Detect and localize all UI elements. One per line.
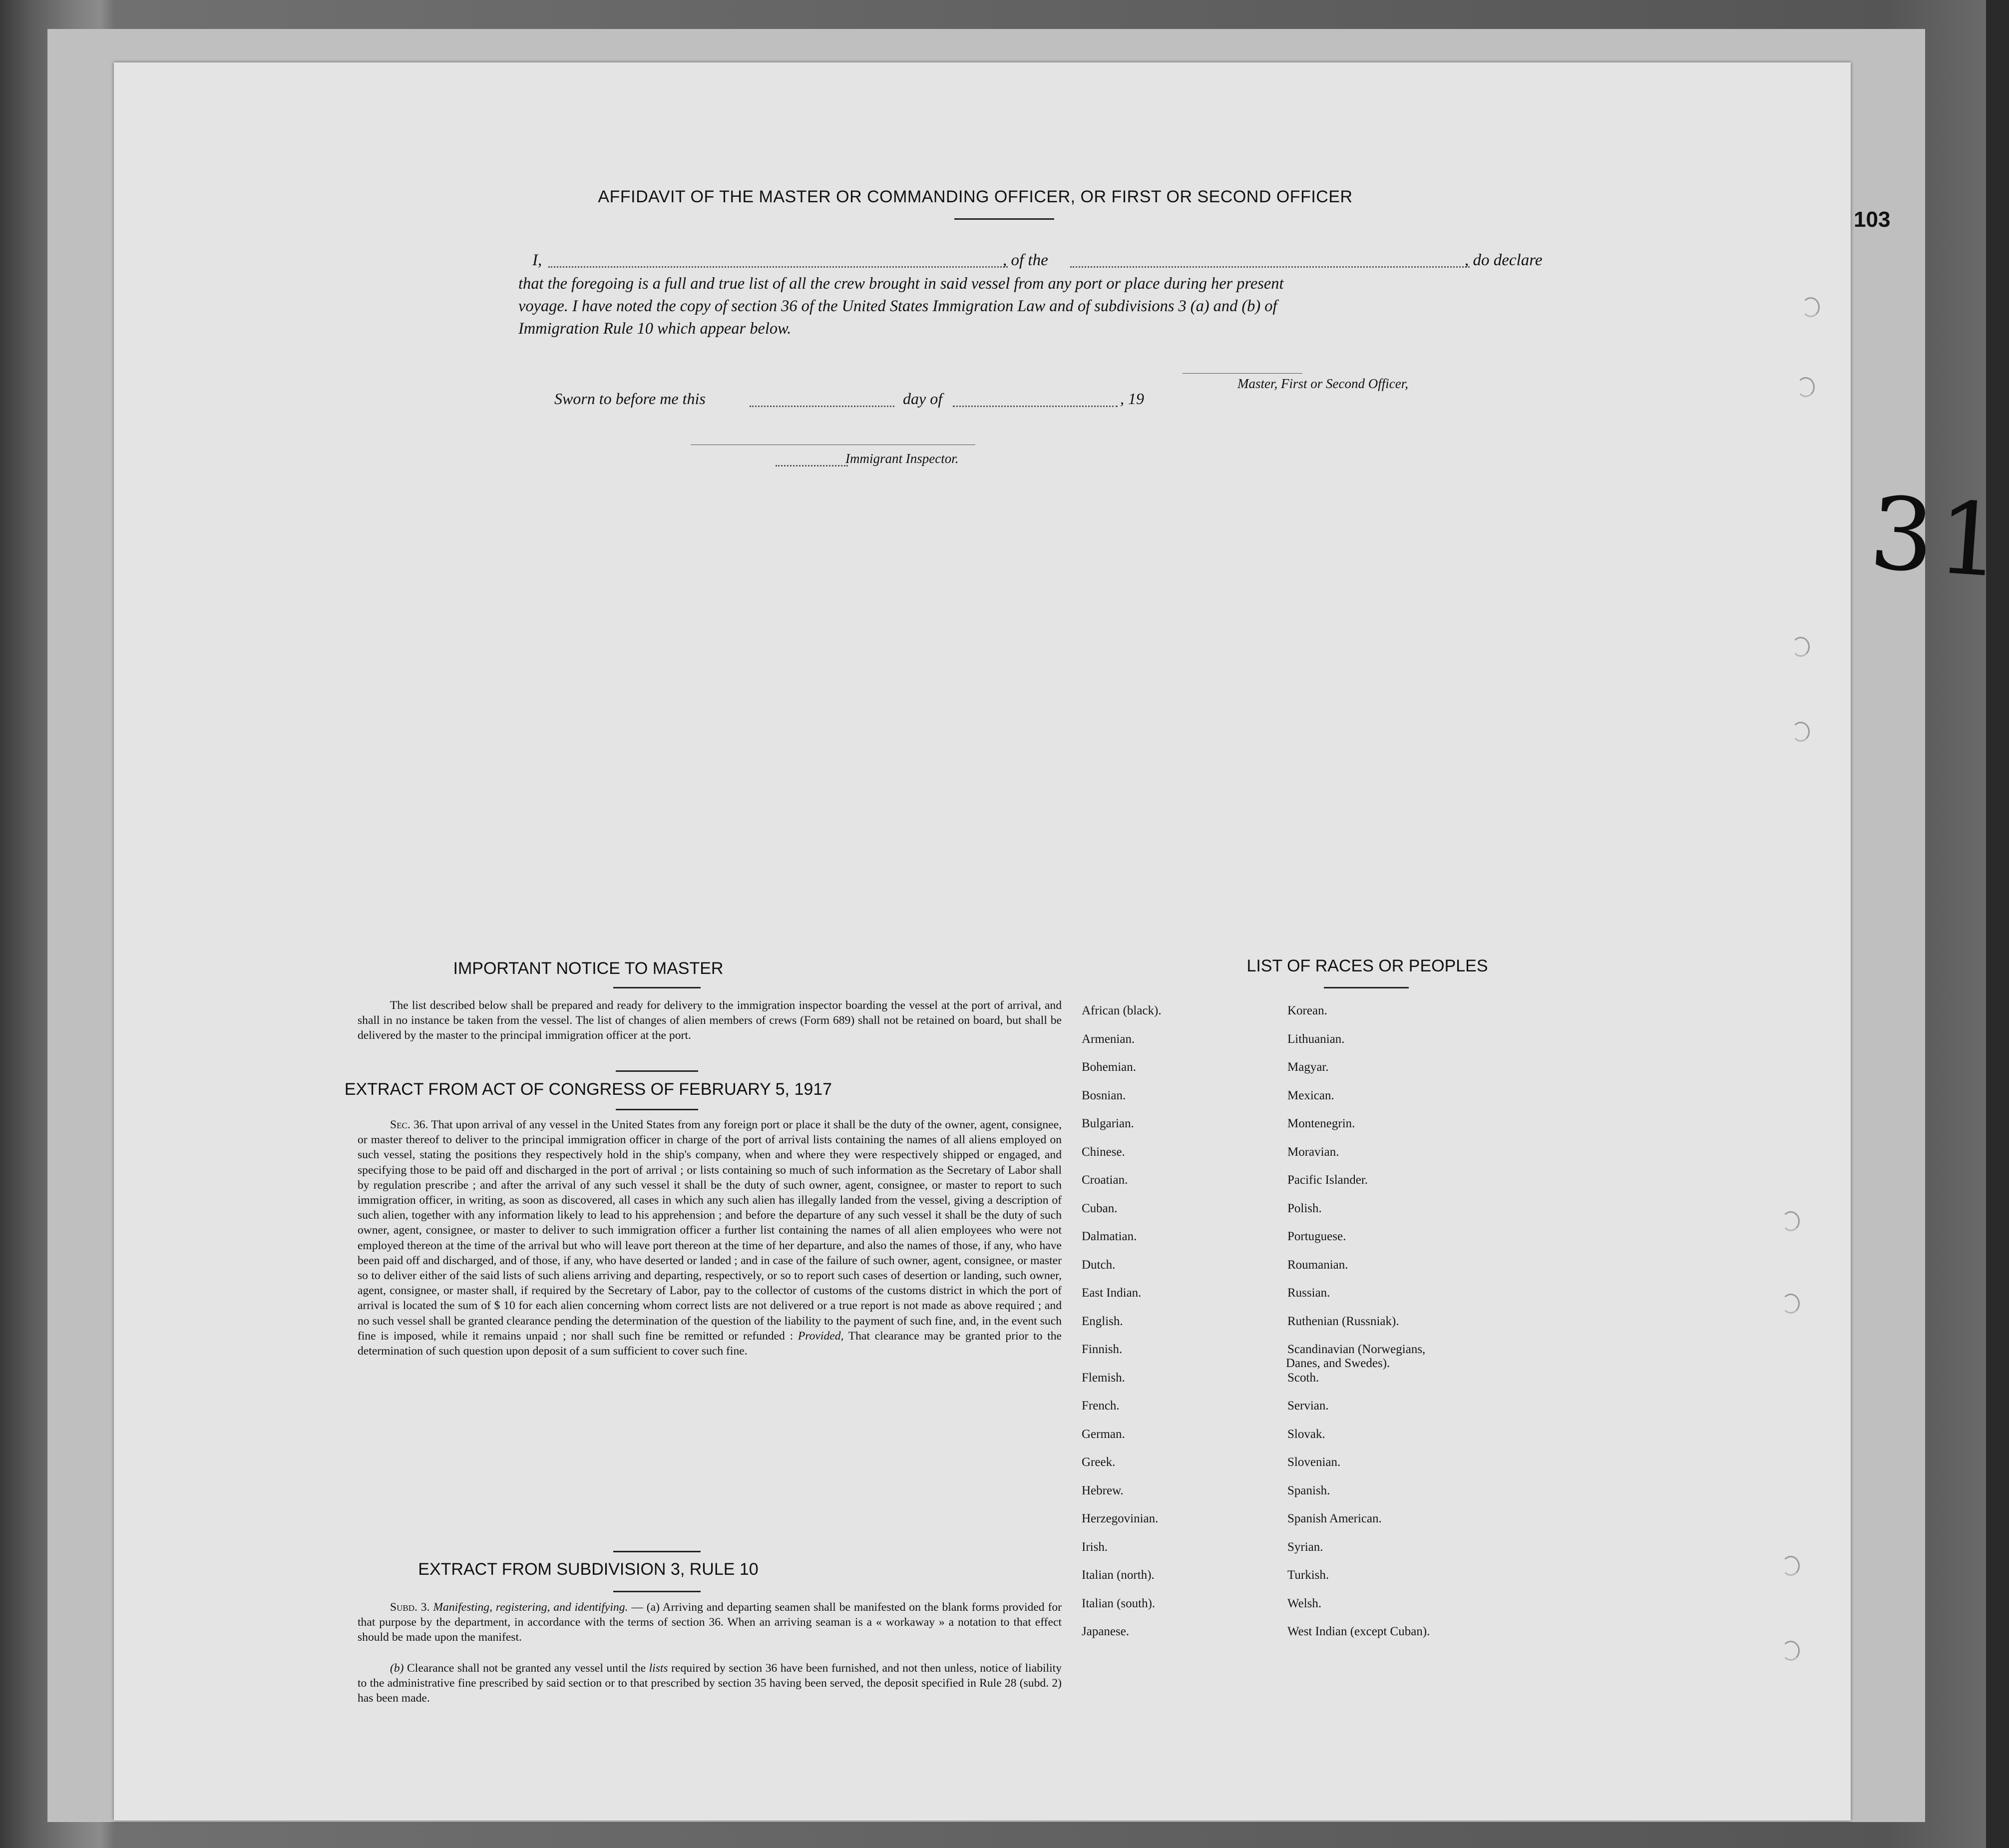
race-item: English. [1082,1314,1123,1328]
race-item: Bohemian. [1082,1060,1137,1074]
affidavit-i: I, [532,251,542,269]
race-item: Syrian. [1287,1540,1323,1554]
punch-hole [1782,1556,1800,1576]
race-item: Irish. [1082,1540,1108,1554]
vessel-blank [1070,266,1470,268]
race-item: French. [1082,1399,1120,1412]
race-item: Flemish. [1082,1371,1125,1385]
notice-text: The list described below shall be prepared and ready for delivery to the immigration inspector boarding the vessel at the port of arrival, and shall in no instance be taken from the vessel. The list of changes of alien members of crews (Form 689) shall not be retained on board, but shall be delivered by the master to the principal immigration officer at the port. [358,999,1062,1042]
punch-hole [1782,1294,1800,1314]
race-item: Mexican. [1287,1088,1334,1102]
punch-hole [1802,297,1820,317]
inspector-dots [776,465,848,466]
race-item: Cuban. [1082,1201,1118,1215]
race-item: Spanish. [1287,1483,1330,1497]
race-item: Bosnian. [1082,1088,1126,1102]
race-item: Italian (north). [1082,1568,1155,1582]
day-of-label: day of [903,390,943,408]
affidavit-declare: , do declare [1465,251,1543,269]
sworn-month-blank [953,406,1118,407]
race-item: Moravian. [1287,1145,1339,1159]
affidavit-of-the: , of the [1003,251,1048,269]
punch-hole [1797,377,1815,397]
page-number: 103 [1854,207,1891,232]
rule-para-b-lists: lists [649,1662,668,1675]
rule-subd-label: Subd. 3. [390,1601,430,1614]
rule-para-b-label: (b) [390,1662,404,1675]
race-item: Herzegovinian. [1082,1512,1159,1525]
race-item: Danes, and Swedes). [1286,1357,1390,1370]
notice-rule [613,987,701,988]
race-item: Servian. [1287,1399,1329,1412]
sworn-label: Sworn to before me this [554,390,706,408]
affidavit-line2: that the foregoing is a full and true list of all the crew brought in said vessel from any port or place during her present [518,275,1284,293]
race-item: Croatian. [1082,1173,1128,1187]
act-sec-label: Sec. 36. [390,1118,428,1131]
race-item: Scoth. [1287,1371,1319,1385]
rule-para-b-text2: required by section 36 have been furnished, and not then unless, notice of liability to the administrative fine prescribed by said section or to that prescribed by section 35 having been served, the deposit specified in Rule 28 (subd. 2) has been made. [358,1662,1062,1705]
act-title: EXTRACT FROM ACT OF CONGRESS OF FEBRUARY 5, 1917 [344,1080,832,1099]
race-item: Slovak. [1287,1427,1325,1441]
rule-para-b-text1: Clearance shall not be granted any vessel until the [407,1662,646,1675]
punch-hole [1782,1211,1800,1231]
race-item: Dalmatian. [1082,1230,1137,1243]
race-item: Bulgarian. [1082,1117,1134,1130]
name-blank [548,266,1008,268]
handwritten-number: 31 [1866,474,2009,601]
race-item: Hebrew. [1082,1483,1124,1497]
affidavit-line4: Immigration Rule 10 which appear below. [518,320,792,338]
race-item: Slovenian. [1287,1455,1341,1469]
act-rule [616,1070,698,1072]
rule-title: EXTRACT FROM SUBDIVISION 3, RULE 10 [418,1560,759,1579]
race-item: Polish. [1287,1201,1322,1215]
punch-hole [1792,637,1810,657]
signature-line [1183,373,1302,374]
race-item: Roumanian. [1287,1258,1348,1272]
race-item: Russian. [1287,1286,1330,1300]
race-item: West Indian (except Cuban). [1287,1625,1430,1638]
rule-title-rule-top [613,1551,701,1552]
year-label: , 19 [1120,390,1144,408]
punch-hole [1792,722,1810,742]
rule-para-b [358,1661,1062,1706]
race-item: Korean. [1287,1004,1327,1017]
punch-hole [1782,1641,1800,1661]
affidavit-title: AFFIDAVIT OF THE MASTER OR COMMANDING OFFICER, OR FIRST OR SECOND OFFICER [598,187,1353,206]
race-item: Italian (south). [1082,1596,1156,1610]
race-item: Greek. [1082,1455,1116,1469]
rule-subd-italic: Manifesting, registering, and identifying. [433,1601,628,1614]
act-text [358,1117,1062,1359]
race-item: Scandinavian (Norwegians, [1287,1343,1426,1356]
race-item: Ruthenian (Russniak). [1287,1314,1399,1328]
race-item: Portuguese. [1287,1230,1346,1243]
rule-title-rule [613,1591,701,1592]
race-item: Welsh. [1287,1596,1322,1610]
signature-label: Master, First or Second Officer, [1237,376,1408,391]
race-item: Spanish American. [1287,1512,1382,1525]
race-item: Montenegrin. [1287,1117,1355,1130]
races-title: LIST OF RACES OR PEOPLES [1246,956,1488,975]
race-item: Finnish. [1082,1343,1123,1356]
race-item: German. [1082,1427,1125,1441]
form-sheet [114,62,1851,1821]
race-item: Lithuanian. [1287,1032,1345,1046]
affidavit-line3: voyage. I have noted the copy of section 36 of the United States Immigration Law and of subdivisions 3 (a) and (b) of [518,297,1277,315]
inspector-label: Immigrant Inspector. [845,451,959,466]
races-rule [1324,987,1409,988]
act-body: That upon arrival of any vessel in the United States from any foreign port or place it shall be the duty of the owner, agent, consignee, or master thereof to deliver to the principal immigration officer in charge of the port of arrival lists containing the names of all aliens employed on such vessel, stating the positions they respectively hold in the ship's company, when and where they were respectively shipped or engaged, and specifying those to be paid off and discharged in the port of arrival ; or lists containing so much of such information as the Secretary of Labor shall by regulation prescribe ; and after the arrival of any such vessel it shall be the duty of such owner, agent, consignee, or master to report to such immigration officer, in writing, as soon as discovered, all cases in which any such alien has illegally landed from the vessel, giving a description of such alien, together with any information likely to lead to his apprehension ; and before the departure of any such vessel it shall be the duty of such owner, agent, consignee, or master to deliver to such immigration officer a further list containing the names of all alien employees who were not employed thereon at the time of the arrival but who will leave port thereon at the time of her departure, and also the names of those, if any, who have been paid off and discharged, and of those, if any, who have deserted or landed ; and in case of the failure of such owner, agent, consignee, or master so to deliver either of the said lists of such aliens arriving and departing, respectively, or so to report such cases of desertion or landing, such owner, agent, consignee, or master shall, if required by the Secretary of Labor, pay to the collector of customs of the customs district in which the port of arrival is located the sum of $ 10 for each alien concerning whom correct lists are not delivered or a true report is not made as above required ; and no such vessel shall be granted clearance pending the determination of the question of the liability to the payment of such fine, and, in the event such fine is imposed, while it remains unpaid ; nor shall such fine be remitted or refunded : [358,1118,1062,1343]
act-rule-bottom [616,1109,698,1110]
race-item: Dutch. [1082,1258,1116,1272]
race-item: Chinese. [1082,1145,1125,1159]
rule-para-a [358,1600,1062,1645]
race-item: Magyar. [1287,1060,1329,1074]
race-item: Pacific Islander. [1287,1173,1368,1187]
race-item: Japanese. [1082,1625,1130,1638]
notice-title: IMPORTANT NOTICE TO MASTER [453,959,724,978]
act-body-end: That clearance may be granted prior to the determination of such question upon deposit of a sum sufficient to cover such fine. [358,1329,1062,1358]
race-item: Turkish. [1287,1568,1329,1582]
sworn-day-blank [750,406,894,407]
race-item: African (black). [1082,1004,1162,1017]
race-item: Armenian. [1082,1032,1135,1046]
act-provided: Provided, [798,1329,844,1343]
rule-para-a-text: — (a) Arriving and departing seamen shall be manifested on the blank forms provided for that purpose by the department, in accordance with the terms of section 36. When an arriving seaman is a « workaway » a notation to that effect should be made upon the manifest. [358,1601,1062,1644]
race-item: East Indian. [1082,1286,1142,1300]
title-rule [954,218,1054,220]
